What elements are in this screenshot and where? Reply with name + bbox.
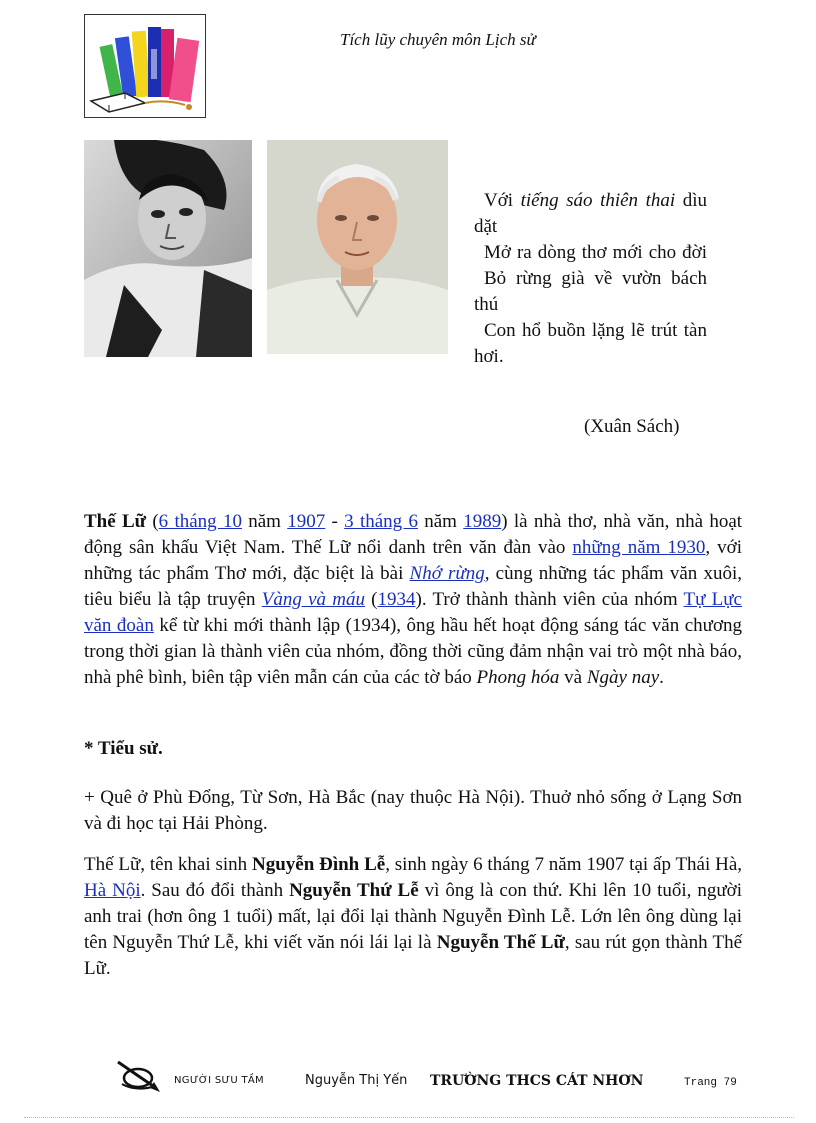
poem [474, 188, 707, 370]
link-death-date[interactable]: 3 tháng 6 [344, 511, 418, 532]
pen-name: Nguyễn Thế Lữ [436, 932, 565, 953]
link-tu-luc-van-doan[interactable]: Tự Lực văn đoàn [84, 589, 742, 636]
link-birth-date[interactable]: 6 tháng 10 [158, 511, 242, 532]
poet-name: Thế Lữ [84, 511, 147, 532]
newspaper-name: Phong hóa [476, 667, 560, 688]
footer-collector-label: NGƯỜI SƯU TẦM [174, 1075, 264, 1086]
second-name: Nguyễn Thứ Lễ [289, 880, 419, 901]
bio-paragraph: Thế Lữ (6 tháng 10 năm 1907 - 3 tháng 6 năm 1989) là nhà thơ, nhà văn, nhà hoạt động sân khấu Việt Nam. Thế Lữ nổi danh trên văn đàn vào những năm 1930, với những tác phẩm Thơ mới, đặc biệt là bài Nhớ rừng, cùng những tác phẩm văn xuôi, tiêu biểu là tập truyện Vàng và máu (1934). Trở thành thành viên của nhóm Tự Lực văn đoàn kể từ khi mới thành lập (1934), ông hầu hết hoạt động sáng tác văn chương trong thời gian là thành viên của nhóm, đồng thời cũng đảm nhận vai trò một nhà báo, nhà phê bình, biên tập viên mẫn cán của các tờ báo Phong hóa và Ngày nay. [84, 511, 743, 688]
poem-line: Mở ra dòng thơ mới cho đời [484, 242, 707, 263]
poem-line: Con hổ buồn lặng lẽ trút tàn hơi. [474, 320, 707, 367]
header-title: Tích lũy chuyên môn Lịch sử [340, 30, 536, 49]
poem-author: (Xuân Sách) [584, 416, 680, 437]
link-death-year[interactable]: 1989 [463, 511, 502, 532]
poem-italic-phrase: tiếng sáo thiên thai [520, 190, 676, 211]
link-ha-noi[interactable]: Hà Nội [84, 880, 141, 901]
section-heading: * Tiểu sử. [84, 738, 163, 759]
link-poem-nho-rung[interactable]: Nhớ rừng [409, 563, 485, 584]
portrait-young-photo [84, 140, 252, 357]
portrait-old-photo [267, 140, 448, 354]
link-book-vang-va-mau[interactable]: Vàng và máu [261, 589, 365, 610]
poem-line: Bỏ rừng già về vườn bách thú [474, 268, 707, 315]
naming-paragraph: Thế Lữ, tên khai sinh Nguyễn Đình Lễ, sinh ngày 6 tháng 7 năm 1907 tại ấp Thái Hà, Hà Nội. Sau đó đổi thành Nguyễn Thứ Lễ vì ông là con thứ. Khi lên 10 tuổi, người anh trai (hơn ông 1 tuổi) mất, lại đổi lại thành Nguyễn Đình Lễ. Lớn lên ông dùng lại tên Nguyễn Thứ Lễ, khi viết văn nói lái lại là Nguyễn Thế Lữ, sau rút gọn thành Thế Lữ. [84, 854, 743, 979]
footer-collector-name: Nguyễn Thị Yến [305, 1073, 408, 1088]
newspaper-name: Ngày nay [586, 667, 660, 688]
link-birth-year[interactable]: 1907 [287, 511, 326, 532]
page-number: Trang 79 [684, 1077, 737, 1089]
books-logo [84, 14, 206, 118]
poem-line: Với tiếng sáo thiên thai dìu dặt [474, 190, 707, 237]
footer-divider [24, 1117, 794, 1118]
hometown-paragraph: + Quê ở Phù Đổng, Từ Sơn, Hà Bắc (nay thuộc Hà Nội). Thuở nhỏ sống ở Lạng Sơn và đi học tại Hải Phòng. [84, 787, 742, 834]
link-book-year[interactable]: 1934 [377, 589, 416, 610]
pen-icon [116, 1058, 162, 1094]
portrait-old-icon [267, 140, 448, 354]
birth-name: Nguyễn Đình Lễ [251, 854, 386, 875]
link-decade[interactable]: những năm 1930 [572, 537, 706, 558]
footer-school: TRƯỜNG THCS CÁT NHƠN [430, 1073, 644, 1089]
books-icon [85, 15, 205, 117]
portrait-young-icon [84, 140, 252, 357]
